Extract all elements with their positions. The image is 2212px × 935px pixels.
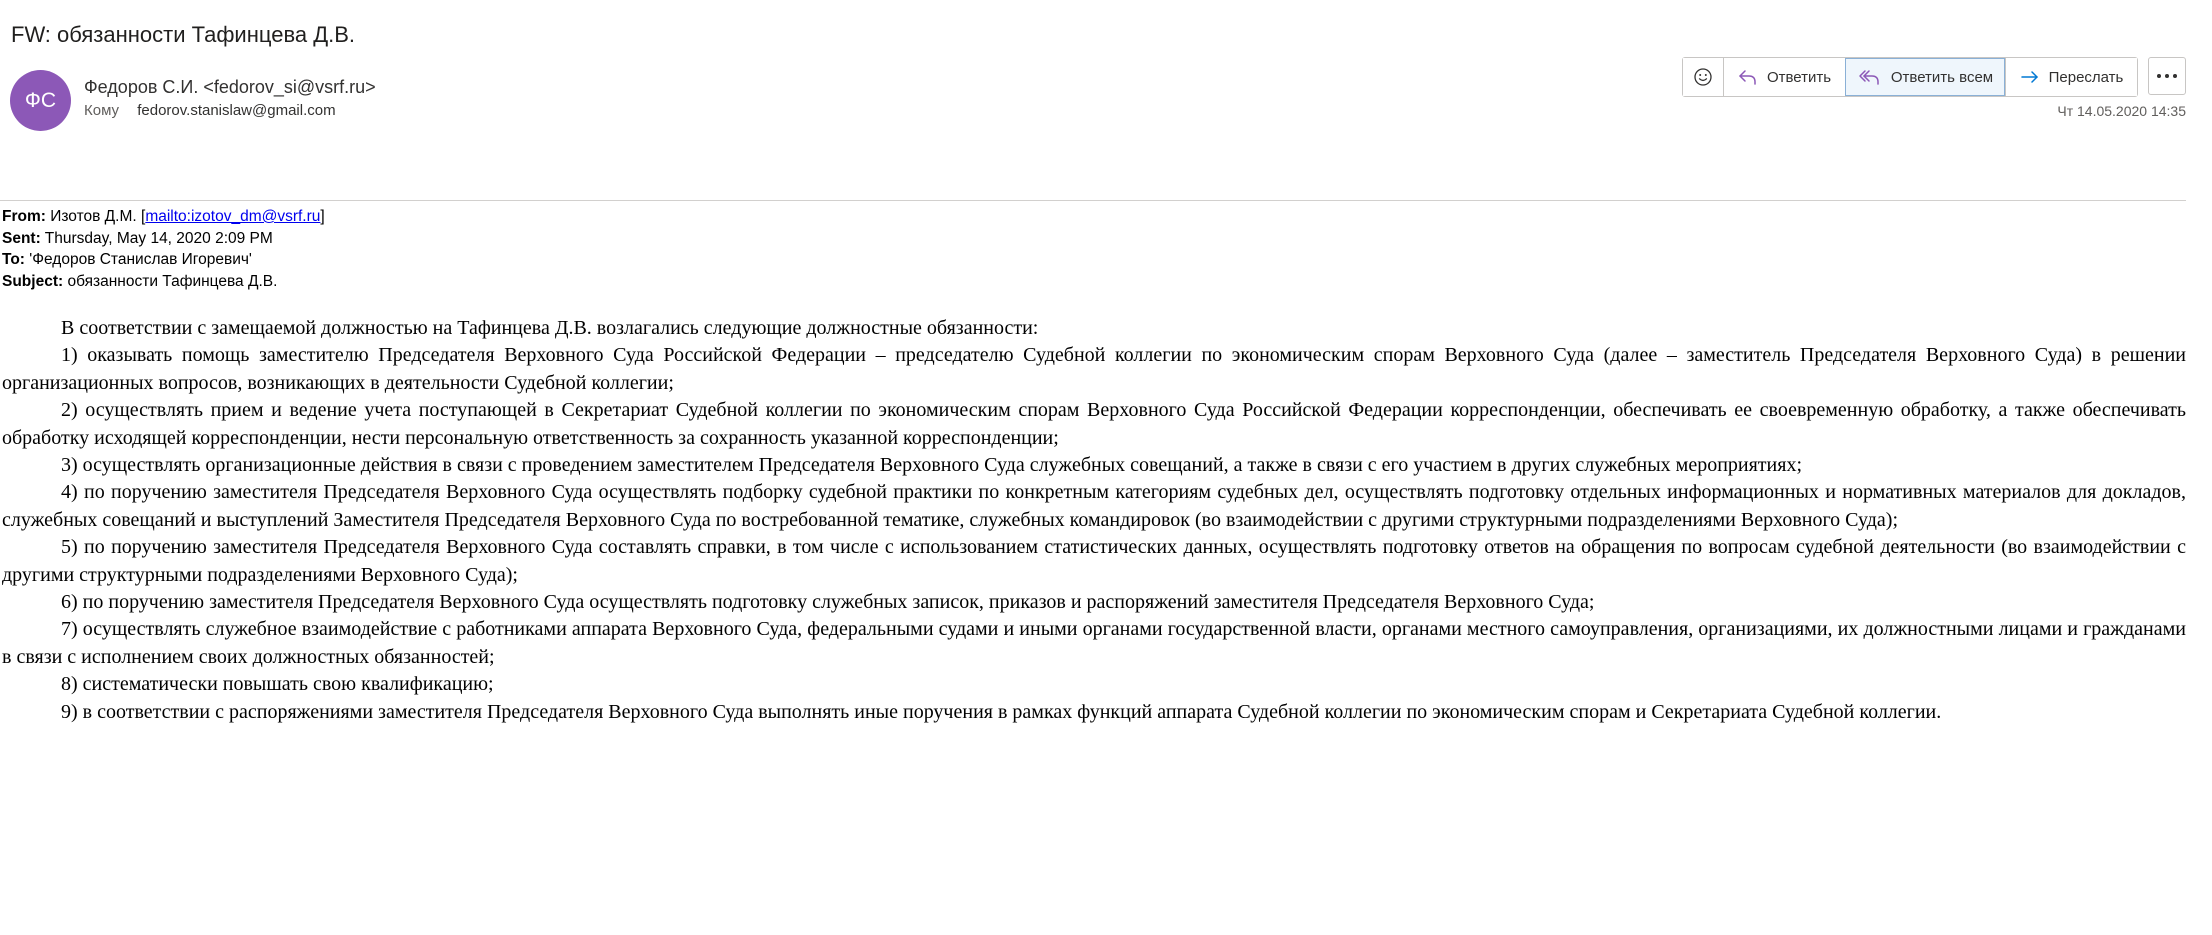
forward-arrow-icon	[2020, 68, 2040, 86]
reply-all-label: Ответить всем	[1890, 68, 1994, 86]
body-paragraph: 9) в соответствии с распоряжениями заместителя Председателя Верховного Суда выполнять иные поручения в рамках функций аппарата Судебной коллегии по экономическим спорам и Секретариата Судебной коллегии.	[61, 700, 1942, 723]
reply-all-button[interactable]	[1845, 58, 2005, 96]
body-paragraph: В соответствии с замещаемой должностью на Тафинцева Д.В. возлагались следующие должностные обязанности:	[61, 317, 1039, 339]
body-paragraph: 1) оказывать помощь заместителю Председателя Верховного Суда Российской Федерации – председателю Судебной коллегии по экономическим спорам Верховного Суда (далее – заместитель Председателя Верховного Суда) в решении организационных вопросов, возникающих в деятельности Судебной коллегии;	[2, 344, 2186, 394]
forward-button[interactable]	[2005, 58, 2137, 96]
fw-to-value: 'Федоров Станислав Игоревич'	[29, 251, 252, 269]
message-body	[2, 315, 2186, 726]
fw-subject-line	[2, 271, 325, 293]
body-paragraph: 6) по поручению заместителя Председателя Верховного Суда осуществлять подготовку служебных записок, приказов и распоряжений заместителя Председателя Верховного Суда;	[61, 591, 1595, 614]
forwarded-header	[2, 206, 325, 292]
received-date: Чт 14.05.2020 14:35	[2057, 103, 2186, 119]
fw-from-mailto-link[interactable]: mailto:izotov_dm@vsrf.ru	[145, 208, 321, 225]
fw-sent-value: Thursday, May 14, 2020 2:09 PM	[44, 229, 273, 247]
body-paragraph: 4) по поручению заместителя Председателя Верховного Суда осуществлять подборку судебной практики по конкретным категориям судебных дел, осуществлять подготовку отдельных информационных и нормативных материалов для докладов, служебных совещаний и выступлений Заместителя Председателя Верховного Суда по востребованной тематике, служебных командировок (во взаимодействии с другими структурными подразделениями Верховного Суда);	[2, 481, 2186, 531]
fw-subject-label: Subject:	[2, 272, 64, 290]
more-horizontal-icon	[2156, 73, 2178, 79]
fw-to-label: To:	[2, 251, 25, 269]
body-paragraph: 2) осуществлять прием и ведение учета поступающей в Секретариат Судебной коллегии по экономическим спорам Верховного Суда Российской Федерации корреспонденции, обеспечивать ее своевременную обработку, а также обеспечивать обработку исходящей корреспонденции, нести персональную ответственность за сохранность указанной корреспонденции;	[2, 399, 2186, 449]
fw-to-line	[2, 249, 325, 271]
fw-subject-value: обязанности Тафинцева Д.В.	[67, 272, 278, 290]
body-paragraph: 3) осуществлять организационные действия в связи с проведением заместителем Председателя Верховного Суда служебных совещаний, а также в связи с его участием в других служебных мероприятиях;	[61, 454, 1802, 477]
action-button-group	[1682, 57, 2138, 97]
body-paragraph: 5) по поручению заместителя Председателя Верховного Суда составлять справки, в том числе с использованием статистических данных, осуществлять подготовку ответов на обращения по вопросам судебной деятельности (во взаимодействии с другими структурными подразделениями Верховного Суда);	[2, 536, 2186, 586]
body-paragraph: 8) систематически повышать свою квалификацию;	[61, 673, 494, 696]
recipient-line	[84, 102, 336, 119]
sender-name[interactable]: Федоров С.И. <fedorov_si@vsrf.ru>	[84, 77, 376, 97]
avatar[interactable]: ФС	[10, 70, 71, 131]
to-address[interactable]: fedorov.stanislaw@gmail.com	[137, 102, 336, 119]
to-label: Кому	[84, 102, 120, 119]
fw-from-name: Изотов Д.М. [	[50, 208, 146, 225]
message-actions	[1682, 57, 2186, 97]
body-paragraph: 7) осуществлять служебное взаимодействие с работниками аппарата Верховного Суда, федеральными судами и иными органами государственной власти, органами местного самоуправления, организациями, их должностными лицами и гражданами в связи с исполнением своих должностных обязанностей;	[2, 618, 2186, 668]
smiley-icon	[1693, 67, 1713, 87]
reaction-button[interactable]	[1683, 58, 1723, 96]
header-divider	[0, 200, 2186, 201]
fw-from-label: From:	[2, 208, 46, 225]
more-actions-button[interactable]	[2148, 57, 2186, 95]
fw-from-line	[2, 206, 325, 228]
fw-sent-line	[2, 228, 325, 250]
reply-label: Ответить	[1766, 68, 1832, 86]
email-subject: FW: обязанности Тафинцева Д.В.	[11, 22, 356, 47]
fw-sent-label: Sent:	[2, 229, 41, 247]
reply-icon	[1738, 68, 1758, 86]
reply-all-icon	[1858, 68, 1882, 86]
forward-label: Переслать	[2048, 68, 2124, 86]
reply-button[interactable]	[1723, 58, 1845, 96]
fw-from-close: ]	[320, 208, 325, 225]
